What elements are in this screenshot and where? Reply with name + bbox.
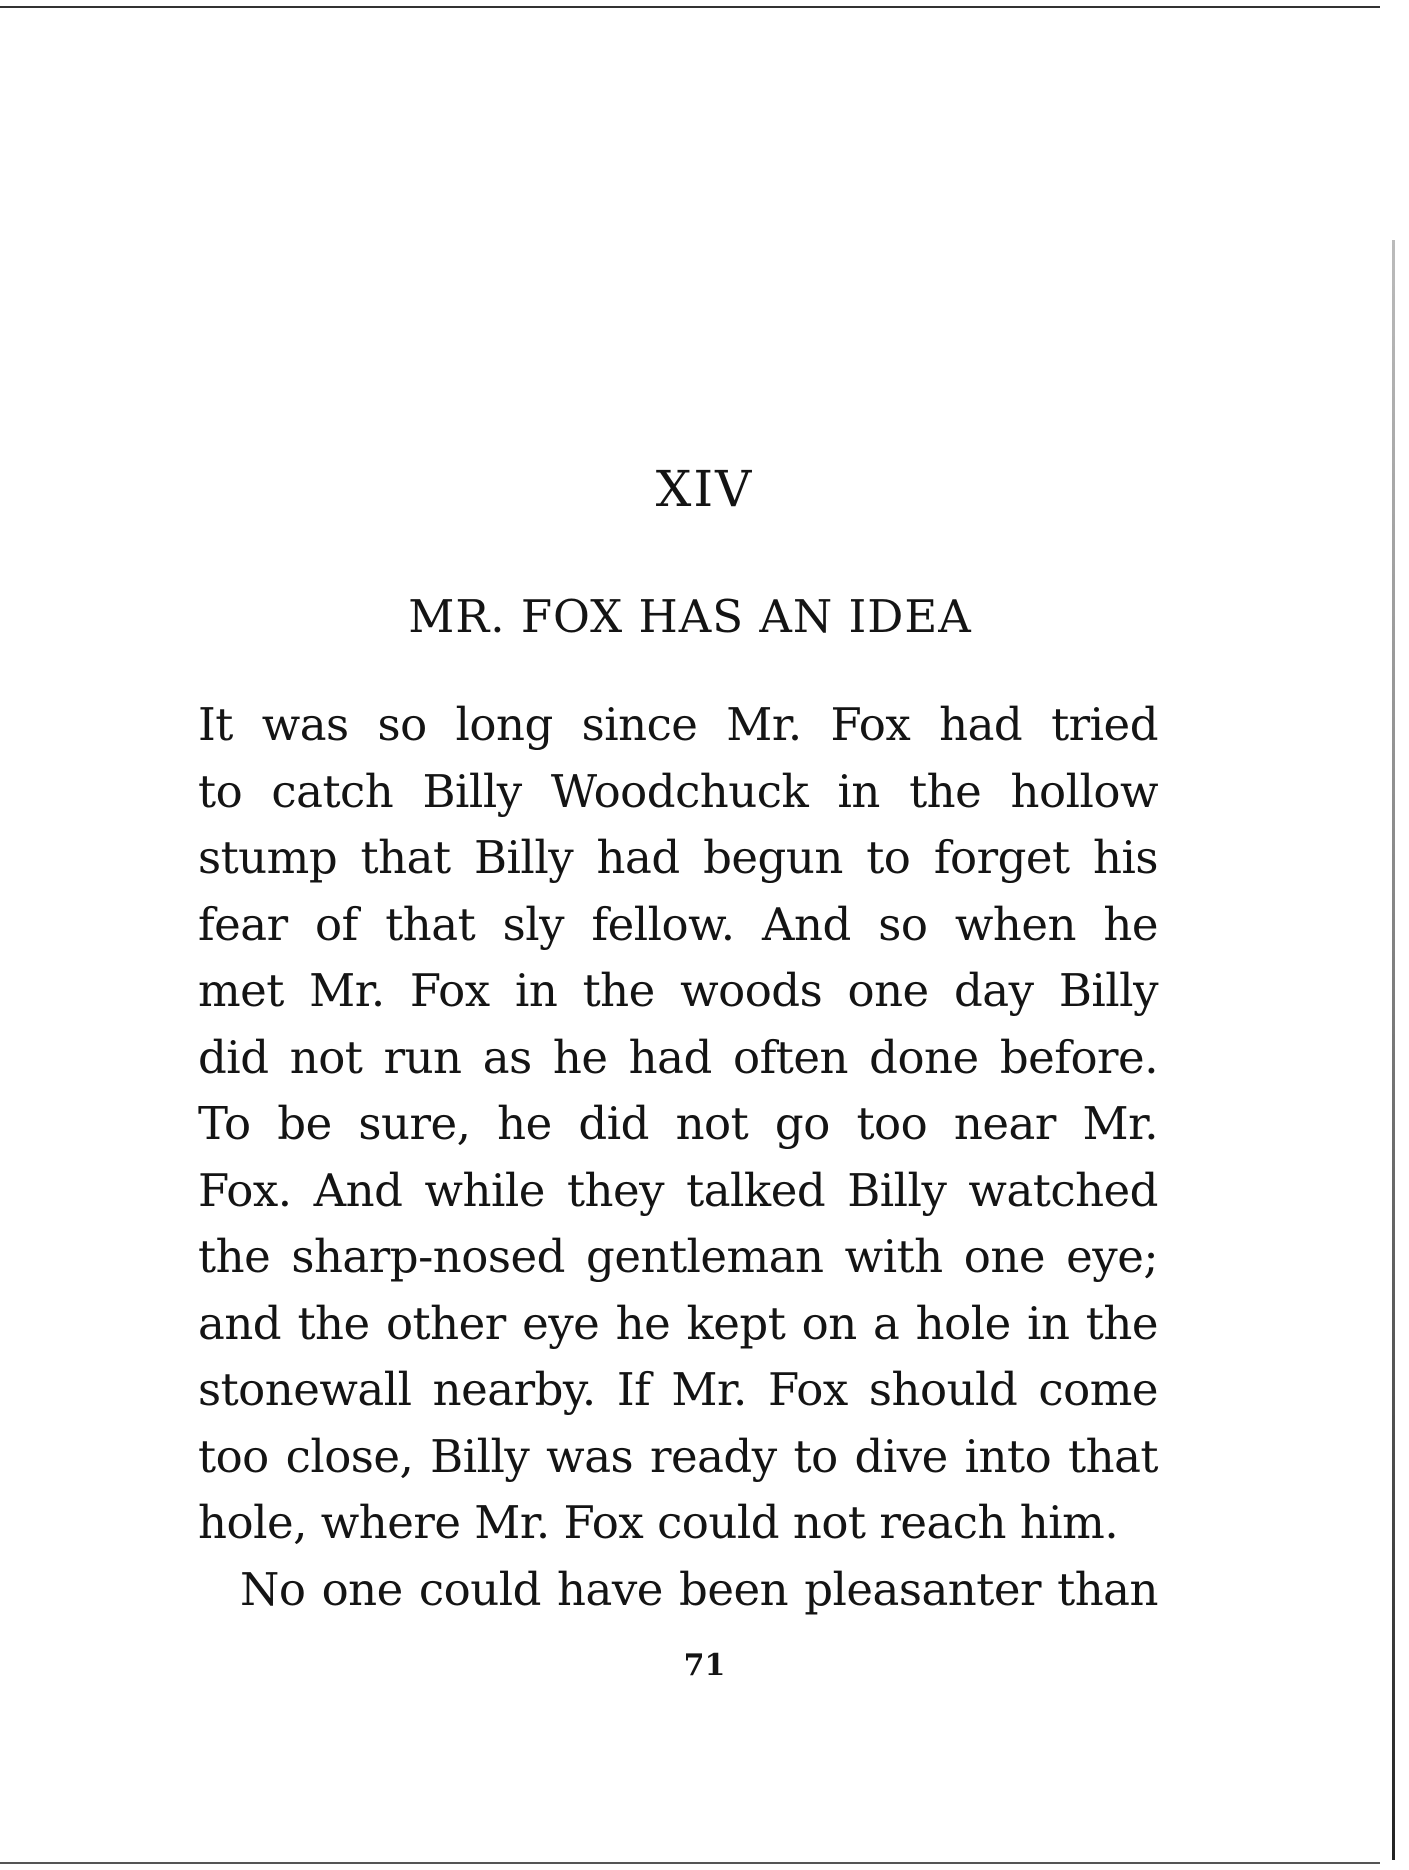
text-line: fear of that sly fellow. And so when he <box>198 897 1158 951</box>
chapter-number: XIV <box>655 460 754 518</box>
bottom-edge-line <box>0 1862 1380 1864</box>
text-line: did not run as he had often done before. <box>198 1030 1158 1084</box>
text-line: to catch Billy Woodchuck in the hollow <box>198 764 1158 818</box>
text-line: hole, where Mr. Fox could not reach him. <box>198 1496 1119 1549</box>
text-line: met Mr. Fox in the woods one day Billy <box>198 964 1158 1017</box>
text-line: stonewall nearby. If Mr. Fox should come <box>198 1363 1158 1416</box>
text-line: No one could have been pleasanter than <box>240 1562 1158 1616</box>
body-text <box>198 692 1158 1623</box>
text-line: Fox. And while they talked Billy watched <box>198 1163 1158 1217</box>
text-line: It was so long since Mr. Fox had tried <box>198 698 1158 751</box>
text-line: and the other eye he kept on a hole in the <box>198 1296 1158 1350</box>
text-line: the sharp-nosed gentleman with one eye; <box>198 1230 1158 1283</box>
top-edge-line <box>0 6 1380 8</box>
page-number: 71 <box>683 1648 726 1683</box>
text-line: stump that Billy had begun to forget his <box>198 831 1158 884</box>
text-line: too close, Billy was ready to dive into that <box>198 1429 1158 1483</box>
text-line: To be sure, he did not go too near Mr. <box>198 1097 1158 1150</box>
chapter-title: MR. FOX HAS AN IDEA <box>408 590 972 643</box>
